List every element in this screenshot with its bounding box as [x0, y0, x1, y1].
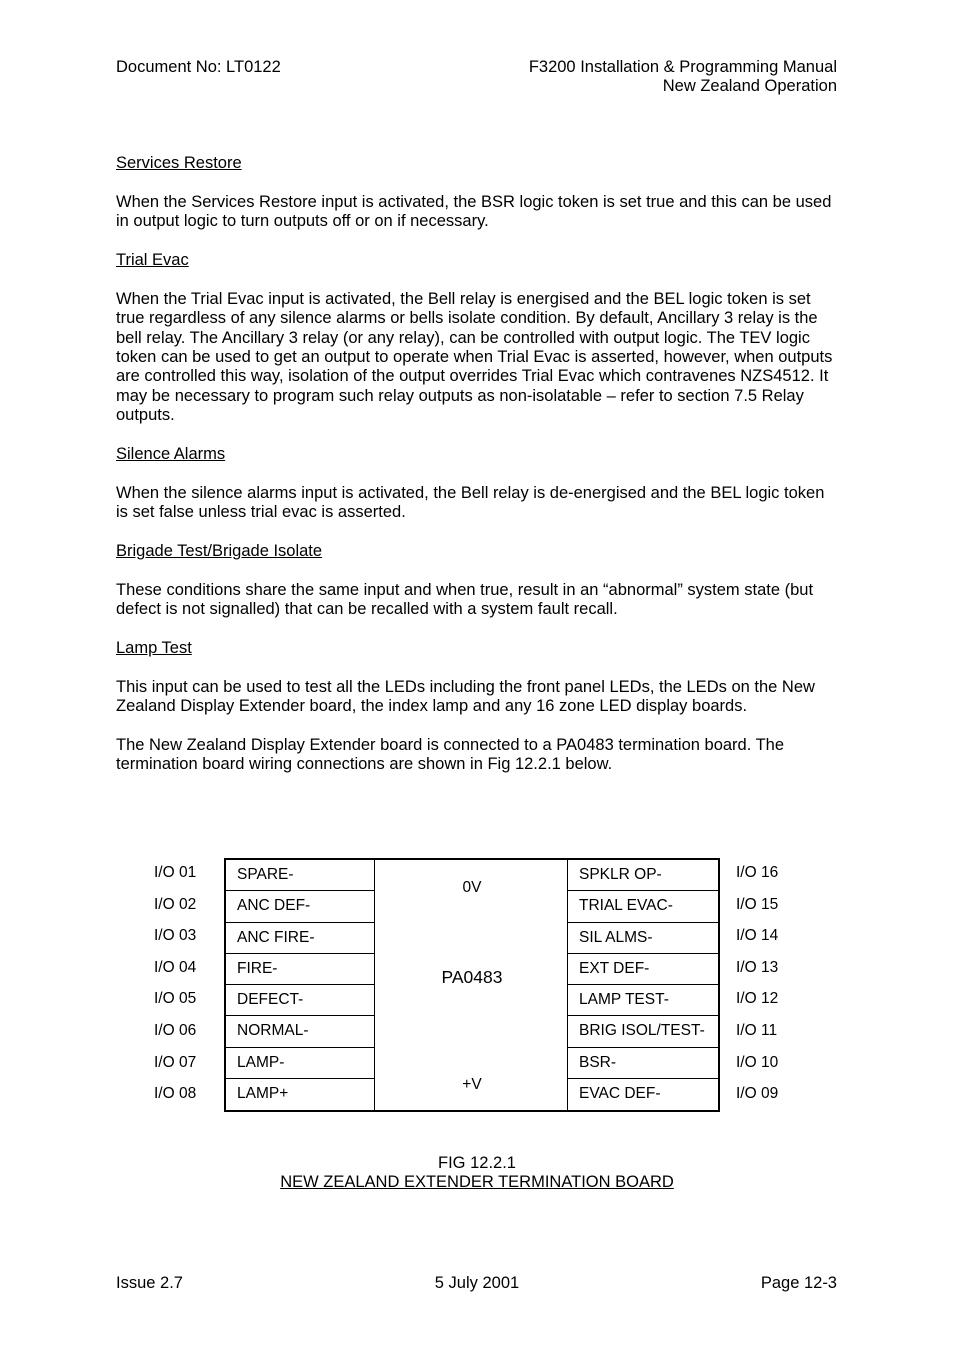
body-text [116, 154, 840, 794]
terminal-cell: TRIAL EVAC- [568, 891, 718, 922]
left-io-labels [154, 858, 214, 1111]
io-label: I/O 11 [736, 1021, 778, 1039]
terminal-cell: LAMP- [226, 1048, 374, 1079]
section-heading-lamp-test: Lamp Test [116, 639, 192, 658]
paragraph-lamp-test: This input can be used to test all the LEDs including the front panel LEDs, the LEDs on the New Zealand Display Extender board, the index lamp and any 16 zone LED display boards. [116, 677, 815, 716]
terminal-cell: EXT DEF- [568, 954, 718, 985]
document-title-line-1: F3200 Installation & Programming Manual [528, 58, 837, 76]
footer-issue: Issue 2.7 [116, 1274, 183, 1292]
section-heading-silence-alarms: Silence Alarms [116, 445, 226, 464]
paragraph-services-restore: When the Services Restore input is activated, the BSR logic token is set true and this can be used in output logic to turn outputs off or on if necessary. [116, 192, 832, 231]
terminal-cell: ANC FIRE- [226, 923, 374, 954]
io-label: I/O 12 [736, 990, 779, 1008]
io-label: I/O 13 [736, 958, 779, 976]
board-0v-label: 0V [462, 879, 482, 896]
right-terminal-column [567, 860, 718, 1110]
io-label: I/O 09 [736, 1085, 779, 1103]
terminal-cell: EVAC DEF- [579, 1085, 661, 1103]
footer-page-number: Page 12-3 [760, 1274, 837, 1292]
terminal-cell: LAMP TEST- [568, 985, 718, 1016]
board-part-number: PA0483 [441, 967, 503, 987]
terminal-cell: SIL ALMS- [568, 923, 718, 954]
document-title [529, 58, 837, 97]
terminal-cell: LAMP+ [237, 1085, 289, 1103]
paragraph-silence-alarms: When the silence alarms input is activated, the Bell relay is de-energised and the BEL logic token is set false unless trial evac is asserted. [116, 483, 825, 522]
section-heading-brigade-test: Brigade Test/Brigade Isolate [116, 542, 323, 561]
right-io-labels [736, 858, 796, 1111]
terminal-cell: SPARE- [226, 860, 374, 891]
terminal-cell: DEFECT- [226, 985, 374, 1016]
terminal-cell: NORMAL- [226, 1016, 374, 1047]
io-label: I/O 04 [154, 958, 197, 976]
paragraph-termination-board: The New Zealand Display Extender board is connected to a PA0483 termination board. The termination board wiring connections are shown in Fig 12.2.1 below. [116, 736, 785, 774]
paragraph-trial-evac: When the Trial Evac input is activated, the Bell relay is energised and the BEL logic token is set true regardless of any silence alarms or bells isolate condition. By default, Ancillary 3 relay is the bell relay. The Ancillary 3 relay (or any relay), can be controlled with output logic. The TEV logic token can be used to get an output to operate when Trial Evac is asserted, however, when outputs are controlled this way, isolation of the output overrides Trial Evac which contravenes NZS4512. It may be necessary to program such relay outputs as non-isolatable – refer to section 7.5 Relay outputs. [116, 289, 833, 425]
figure-number: FIG 12.2.1 [438, 1154, 516, 1172]
document-number: Document No: LT0122 [116, 58, 281, 76]
io-label: I/O 02 [154, 895, 197, 913]
terminal-cell: FIRE- [226, 954, 374, 985]
board-plus-v-label: +V [462, 1076, 482, 1093]
io-label: I/O 10 [736, 1053, 779, 1071]
io-label: I/O 16 [736, 864, 779, 881]
termination-board-diagram [150, 858, 790, 1118]
io-label: I/O 15 [736, 895, 779, 913]
terminal-cell: BRIG ISOL/TEST- [568, 1016, 718, 1047]
section-heading-services-restore: Services Restore [116, 154, 242, 172]
footer-date: 5 July 2001 [434, 1274, 520, 1292]
io-label: I/O 05 [154, 990, 197, 1008]
section-heading-trial-evac: Trial Evac [116, 251, 189, 269]
left-terminal-column [226, 860, 375, 1110]
io-label: I/O 14 [736, 927, 779, 945]
terminal-cell: BSR- [568, 1048, 718, 1079]
figure-caption [0, 1154, 954, 1193]
io-label: I/O 03 [154, 927, 197, 945]
document-title-line-2: New Zealand Operation [662, 77, 837, 96]
io-label: I/O 07 [154, 1053, 197, 1071]
io-label: I/O 01 [154, 864, 197, 881]
terminal-cell: ANC DEF- [226, 891, 374, 922]
figure-title: NEW ZEALAND EXTENDER TERMINATION BOARD [280, 1173, 674, 1192]
io-label: I/O 06 [154, 1021, 197, 1039]
pa0483-board [224, 858, 720, 1112]
paragraph-brigade-test: These conditions share the same input and when true, result in an “abnormal” system state (but defect is not signalled) that can be recalled with a system fault recall. [116, 580, 814, 619]
io-label: I/O 08 [154, 1085, 197, 1103]
terminal-cell: SPKLR OP- [568, 860, 718, 891]
